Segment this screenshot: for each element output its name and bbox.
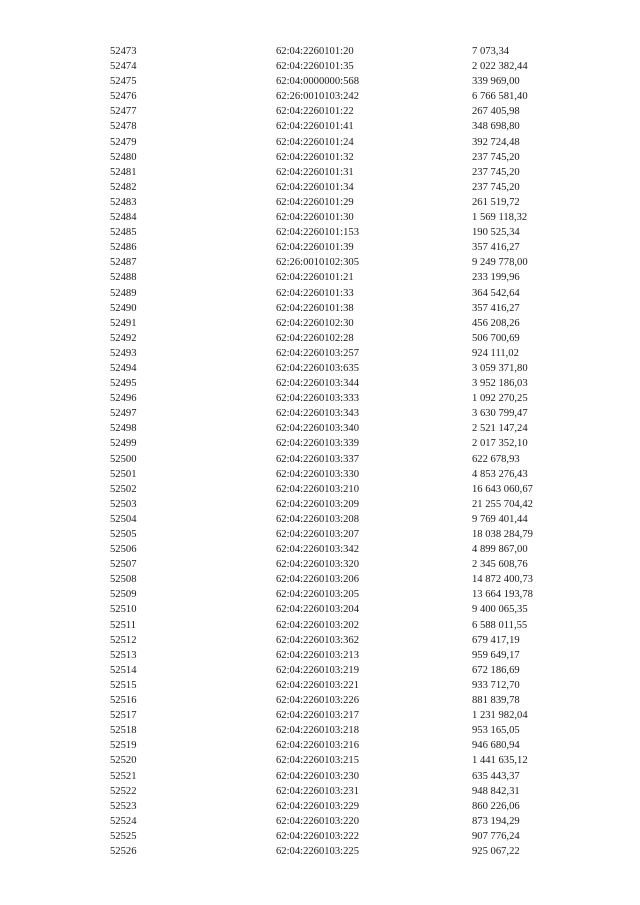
table-row	[0, 452, 640, 467]
row-number: 52512	[110, 634, 137, 646]
table-row	[0, 799, 640, 814]
table-row	[0, 225, 640, 240]
cadastral-number: 62:04:2260103:230	[276, 770, 359, 782]
cadastral-value: 4 853 276,43	[472, 468, 528, 480]
table-row	[0, 467, 640, 482]
row-number: 52474	[110, 61, 137, 73]
cadastral-number: 62:04:2260103:320	[276, 559, 359, 571]
row-number: 52506	[110, 544, 137, 556]
row-number: 52520	[110, 755, 137, 767]
cadastral-value: 237 745,20	[472, 166, 520, 178]
cadastral-value: 339 969,00	[472, 76, 520, 88]
cadastral-value: 9 769 401,44	[472, 513, 528, 525]
cadastral-number: 62:04:2260101:22	[276, 106, 354, 118]
cadastral-number: 62:26:0010102:305	[276, 257, 359, 269]
row-number: 52478	[110, 121, 137, 133]
row-number: 52502	[110, 483, 137, 495]
cadastral-value: 924 111,02	[472, 347, 519, 359]
table-row	[0, 210, 640, 225]
cadastral-number: 62:04:2260101:41	[276, 121, 354, 133]
row-number: 52515	[110, 679, 137, 691]
cadastral-value: 6 766 581,40	[472, 91, 528, 103]
cadastral-number: 62:04:2260101:34	[276, 181, 354, 193]
cadastral-number: 62:04:2260103:208	[276, 513, 359, 525]
row-number: 52498	[110, 423, 137, 435]
cadastral-number: 62:04:2260103:221	[276, 679, 359, 691]
table-row	[0, 74, 640, 89]
row-number: 52479	[110, 136, 137, 148]
table-row	[0, 391, 640, 406]
table-row	[0, 602, 640, 617]
cadastral-value: 1 569 118,32	[472, 212, 528, 224]
cadastral-value: 13 664 193,78	[472, 589, 533, 601]
cadastral-value: 1 092 270,25	[472, 393, 528, 405]
table-row	[0, 723, 640, 738]
cadastral-number: 62:04:2260103:202	[276, 619, 359, 631]
table-row	[0, 648, 640, 663]
row-number: 52526	[110, 845, 137, 857]
table-row	[0, 542, 640, 557]
cadastral-value: 1 231 982,04	[472, 710, 528, 722]
cadastral-number: 62:04:2260103:231	[276, 785, 359, 797]
table-row	[0, 436, 640, 451]
row-number: 52492	[110, 332, 137, 344]
cadastral-number: 62:04:2260103:222	[276, 830, 359, 842]
cadastral-value: 3 059 371,80	[472, 362, 528, 374]
row-number: 52491	[110, 317, 137, 329]
cadastral-number: 62:04:2260103:226	[276, 695, 359, 707]
table-row	[0, 255, 640, 270]
cadastral-value: 933 712,70	[472, 679, 520, 691]
cadastral-value: 357 416,27	[472, 242, 520, 254]
row-number: 52476	[110, 91, 137, 103]
row-number: 52500	[110, 453, 137, 465]
table-row	[0, 753, 640, 768]
table-row	[0, 844, 640, 859]
cadastral-value: 873 194,29	[472, 815, 520, 827]
cadastral-value: 946 680,94	[472, 740, 520, 752]
table-row	[0, 784, 640, 799]
cadastral-number: 62:04:2260103:339	[276, 438, 359, 450]
table-row	[0, 738, 640, 753]
cadastral-value: 233 199,96	[472, 272, 520, 284]
cadastral-number: 62:04:2260103:229	[276, 800, 359, 812]
cadastral-number: 62:04:2260103:209	[276, 498, 359, 510]
cadastral-number: 62:04:2260101:39	[276, 242, 354, 254]
cadastral-value: 237 745,20	[472, 181, 520, 193]
cadastral-number: 62:04:2260103:344	[276, 378, 359, 390]
cadastral-number: 62:04:2260103:219	[276, 664, 359, 676]
table-row	[0, 497, 640, 512]
cadastral-value: 3 630 799,47	[472, 408, 528, 420]
table-row	[0, 270, 640, 285]
cadastral-value-table	[0, 44, 640, 859]
row-number: 52525	[110, 830, 137, 842]
cadastral-number: 62:04:2260103:342	[276, 544, 359, 556]
cadastral-value: 9 400 065,35	[472, 604, 528, 616]
cadastral-number: 62:04:2260101:38	[276, 302, 354, 314]
cadastral-number: 62:04:2260101:35	[276, 61, 354, 73]
cadastral-number: 62:04:2260103:207	[276, 529, 359, 540]
cadastral-number: 62:04:2260101:24	[276, 136, 354, 148]
table-row	[0, 708, 640, 723]
table-row	[0, 376, 640, 391]
row-number: 52524	[110, 815, 137, 827]
table-row	[0, 663, 640, 678]
row-number: 52514	[110, 664, 137, 676]
cadastral-number: 62:04:2260103:343	[276, 408, 359, 420]
cadastral-value: 1 441 635,12	[472, 755, 528, 767]
row-number: 52475	[110, 76, 137, 88]
cadastral-number: 62:04:2260101:33	[276, 287, 354, 299]
cadastral-number: 62:04:2260101:21	[276, 272, 354, 284]
cadastral-value: 16 643 060,67	[472, 483, 533, 495]
row-number: 52486	[110, 242, 137, 254]
cadastral-number: 62:04:2260103:330	[276, 468, 359, 480]
cadastral-number: 62:04:2260103:215	[276, 755, 359, 767]
table-row	[0, 512, 640, 527]
cadastral-value: 672 186,69	[472, 664, 520, 676]
row-number: 52483	[110, 196, 137, 208]
cadastral-number: 62:04:2260103:362	[276, 634, 359, 646]
row-number: 52508	[110, 574, 137, 586]
row-number: 52501	[110, 468, 137, 480]
cadastral-number: 62:04:2260103:218	[276, 725, 359, 737]
table-row	[0, 150, 640, 165]
cadastral-number: 62:04:2260103:206	[276, 574, 359, 586]
cadastral-value: 237 745,20	[472, 151, 520, 163]
table-row	[0, 59, 640, 74]
table-row	[0, 286, 640, 301]
table-row	[0, 769, 640, 784]
cadastral-value: 948 842,31	[472, 785, 520, 797]
cadastral-value: 907 776,24	[472, 830, 520, 842]
cadastral-number: 62:04:2260103:210	[276, 483, 359, 495]
cadastral-number: 62:04:2260101:153	[276, 227, 359, 239]
cadastral-value: 7 073,34	[472, 46, 510, 57]
row-number: 52513	[110, 649, 137, 661]
table-row	[0, 361, 640, 376]
cadastral-number: 62:04:2260103:635	[276, 362, 359, 374]
row-number: 52499	[110, 438, 137, 450]
cadastral-value: 959 649,17	[472, 649, 520, 661]
row-number: 52496	[110, 393, 137, 405]
table-row	[0, 678, 640, 693]
cadastral-number: 62:04:2260101:32	[276, 151, 354, 163]
cadastral-number: 62:04:2260103:204	[276, 604, 359, 616]
cadastral-number: 62:04:2260102:30	[276, 317, 354, 329]
cadastral-value: 3 952 186,03	[472, 378, 528, 390]
cadastral-value: 9 249 778,00	[472, 257, 528, 269]
cadastral-value: 6 588 011,55	[472, 619, 528, 631]
row-number: 52473	[110, 46, 137, 57]
row-number: 52519	[110, 740, 137, 752]
table-row	[0, 406, 640, 421]
table-row	[0, 331, 640, 346]
table-row	[0, 557, 640, 572]
cadastral-value: 2 022 382,44	[472, 61, 528, 73]
cadastral-value: 622 678,93	[472, 453, 520, 465]
cadastral-value: 860 226,06	[472, 800, 520, 812]
row-number: 52477	[110, 106, 137, 118]
cadastral-value: 506 700,69	[472, 332, 520, 344]
cadastral-value: 190 525,34	[472, 227, 520, 239]
cadastral-number: 62:04:2260103:216	[276, 740, 359, 752]
table-row	[0, 195, 640, 210]
table-row	[0, 814, 640, 829]
cadastral-number: 62:04:2260103:337	[276, 453, 359, 465]
row-number: 52511	[110, 619, 137, 631]
row-number: 52510	[110, 604, 137, 616]
row-number: 52480	[110, 151, 137, 163]
cadastral-number: 62:04:2260103:257	[276, 347, 359, 359]
row-number: 52518	[110, 725, 137, 737]
row-number: 52484	[110, 212, 137, 224]
row-number: 52522	[110, 785, 137, 797]
cadastral-value: 21 255 704,42	[472, 498, 533, 510]
row-number: 52509	[110, 589, 137, 601]
table-row	[0, 89, 640, 104]
cadastral-number: 62:04:2260103:205	[276, 589, 359, 601]
cadastral-value: 392 724,48	[472, 136, 520, 148]
row-number: 52490	[110, 302, 137, 314]
row-number: 52507	[110, 559, 137, 571]
cadastral-value: 2 345 608,76	[472, 559, 528, 571]
row-number: 52521	[110, 770, 137, 782]
table-row	[0, 527, 640, 542]
cadastral-number: 62:04:2260103:220	[276, 815, 359, 827]
table-row	[0, 135, 640, 150]
cadastral-number: 62:26:0010103:242	[276, 91, 359, 103]
row-number: 52495	[110, 378, 137, 390]
table-row	[0, 587, 640, 602]
cadastral-value: 679 417,19	[472, 634, 520, 646]
table-row	[0, 165, 640, 180]
cadastral-number: 62:04:2260103:217	[276, 710, 359, 722]
row-number: 52505	[110, 529, 137, 540]
row-number: 52516	[110, 695, 137, 707]
row-number: 52487	[110, 257, 137, 269]
table-row	[0, 829, 640, 844]
cadastral-value: 357 416,27	[472, 302, 520, 314]
table-row	[0, 119, 640, 134]
table-row	[0, 104, 640, 119]
table-row	[0, 618, 640, 633]
row-number: 52493	[110, 347, 137, 359]
cadastral-value: 925 067,22	[472, 845, 520, 857]
row-number: 52485	[110, 227, 137, 239]
row-number: 52489	[110, 287, 137, 299]
cadastral-value: 2 521 147,24	[472, 423, 528, 435]
table-row	[0, 421, 640, 436]
cadastral-value: 348 698,80	[472, 121, 520, 133]
cadastral-value: 4 899 867,00	[472, 544, 528, 556]
table-row	[0, 633, 640, 648]
table-row	[0, 44, 640, 59]
cadastral-value: 267 405,98	[472, 106, 520, 118]
cadastral-value: 881 839,78	[472, 695, 520, 707]
cadastral-number: 62:04:2260103:340	[276, 423, 359, 435]
cadastral-value: 261 519,72	[472, 196, 520, 208]
row-number: 52482	[110, 181, 137, 193]
table-row	[0, 301, 640, 316]
cadastral-number: 62:04:0000000:568	[276, 76, 359, 88]
row-number: 52481	[110, 166, 137, 178]
cadastral-number: 62:04:2260101:30	[276, 212, 354, 224]
cadastral-value: 2 017 352,10	[472, 438, 528, 450]
cadastral-number: 62:04:2260103:225	[276, 845, 359, 857]
table-row	[0, 572, 640, 587]
cadastral-number: 62:04:2260103:333	[276, 393, 359, 405]
cadastral-value: 456 208,26	[472, 317, 520, 329]
table-row	[0, 693, 640, 708]
table-row	[0, 346, 640, 361]
table-row	[0, 240, 640, 255]
row-number: 52488	[110, 272, 137, 284]
row-number: 52523	[110, 800, 137, 812]
row-number: 52497	[110, 408, 137, 420]
row-number: 52517	[110, 710, 137, 722]
cadastral-number: 62:04:2260101:31	[276, 166, 354, 178]
table-row	[0, 316, 640, 331]
cadastral-number: 62:04:2260101:29	[276, 196, 354, 208]
row-number: 52504	[110, 513, 137, 525]
cadastral-value: 14 872 400,73	[472, 574, 533, 586]
cadastral-value: 635 443,37	[472, 770, 520, 782]
cadastral-number: 62:04:2260102:28	[276, 332, 354, 344]
table-row	[0, 180, 640, 195]
cadastral-value: 18 038 284,79	[472, 529, 533, 540]
cadastral-value: 364 542,64	[472, 287, 520, 299]
cadastral-number: 62:04:2260101:20	[276, 46, 354, 57]
cadastral-number: 62:04:2260103:213	[276, 649, 359, 661]
row-number: 52494	[110, 362, 137, 374]
row-number: 52503	[110, 498, 137, 510]
cadastral-value: 953 165,05	[472, 725, 520, 737]
table-row	[0, 482, 640, 497]
